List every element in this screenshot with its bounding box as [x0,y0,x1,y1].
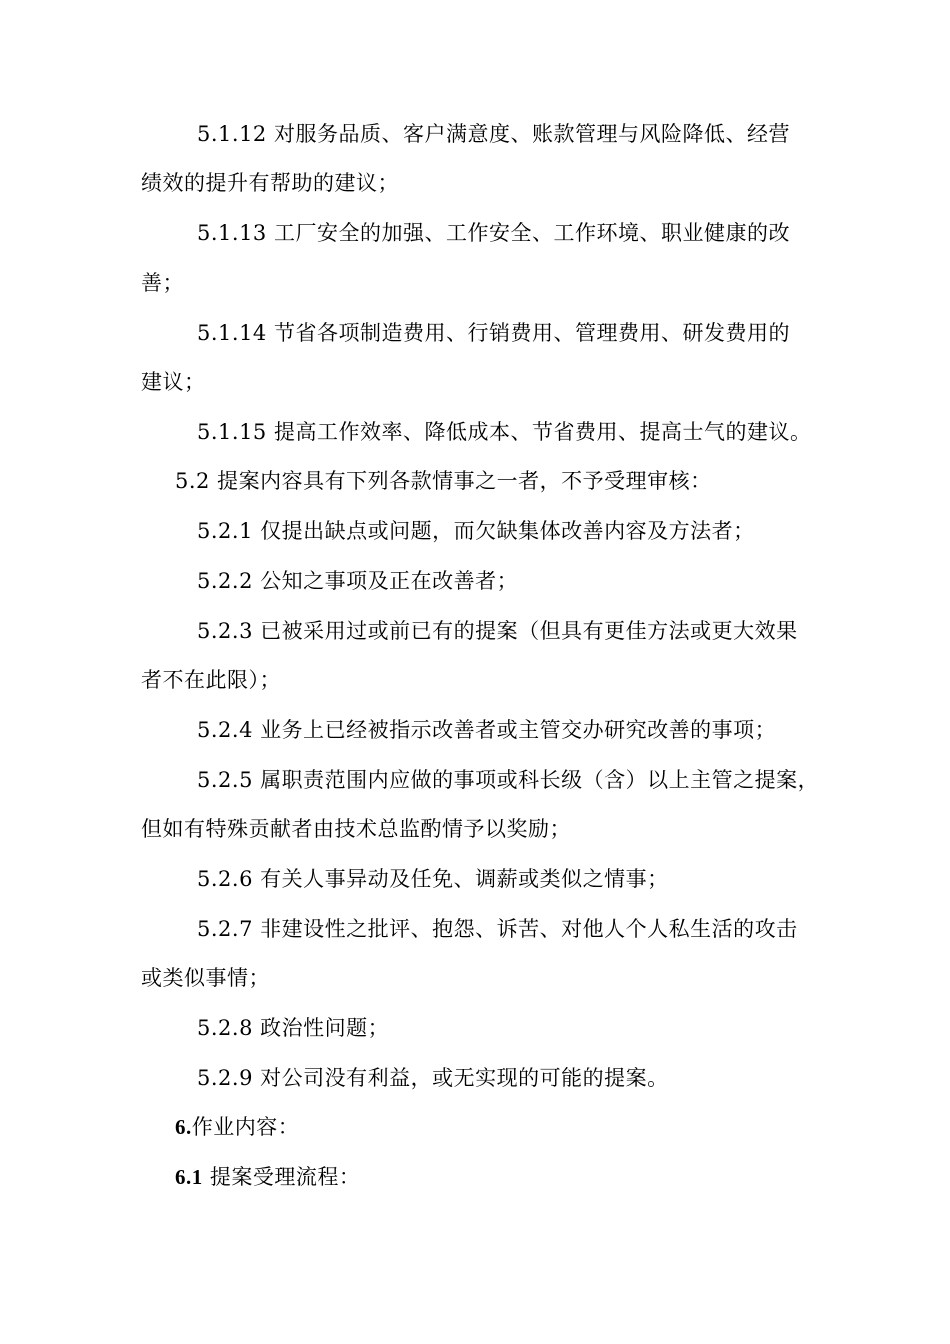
item-5-1-15: 5.1.15 提高工作效率、降低成本、节省费用、提高士气的建议。 [197,420,812,444]
item-5-2-5-cont: 但如有特殊贡献者由技术总监酌情予以奖励； [141,817,571,841]
item-5-2-3-cont: 者不在此限）； [141,668,281,692]
section-5-2: 5.2 提案内容具有下列各款情事之一者，不予受理审核： [175,469,712,493]
item-5-1-12-cont: 绩效的提升有帮助的建议； [141,171,399,195]
item-5-1-14: 5.1.14 节省各项制造费用、行销费用、管理费用、研发费用的 [197,321,790,345]
item-5-2-7-cont: 或类似事情； [141,966,270,990]
item-5-1-14-cont: 建议； [141,370,206,394]
section-6-number: 6. [175,1115,192,1139]
item-5-2-5: 5.2.5 属职责范围内应做的事项或科长级（含）以上主管之提案， [197,768,820,792]
section-6-1-heading [175,1164,360,1190]
item-5-2-8: 5.2.8 政治性问题； [197,1016,390,1040]
item-5-2-2: 5.2.2 公知之事项及正在改善者； [197,569,519,593]
section-6-title: 作业内容： [191,1115,300,1139]
item-5-1-13: 5.1.13 工厂安全的加强、工作安全、工作环境、职业健康的改 [197,221,790,245]
section-6-1-title: 提案受理流程： [202,1165,361,1189]
item-5-2-1: 5.2.1 仅提出缺点或问题，而欠缺集体改善内容及方法者； [197,519,755,543]
item-5-1-12: 5.1.12 对服务品质、客户满意度、账款管理与风险降低、经营 [197,122,790,146]
item-5-2-3: 5.2.3 已被采用过或前已有的提案（但具有更佳方法或更大效果 [197,619,798,643]
item-5-2-7: 5.2.7 非建设性之批评、抱怨、诉苦、对他人个人私生活的攻击 [197,917,798,941]
item-5-2-4: 5.2.4 业务上已经被指示改善者或主管交办研究改善的事项； [197,718,777,742]
item-5-1-13-cont: 善； [141,271,184,295]
item-5-2-9: 5.2.9 对公司没有利益，或无实现的可能的提案。 [197,1066,669,1090]
item-5-2-6: 5.2.6 有关人事异动及任免、调薪或类似之情事； [197,867,669,891]
section-6-1-number: 6.1 [175,1165,203,1189]
section-6-heading [175,1114,299,1140]
